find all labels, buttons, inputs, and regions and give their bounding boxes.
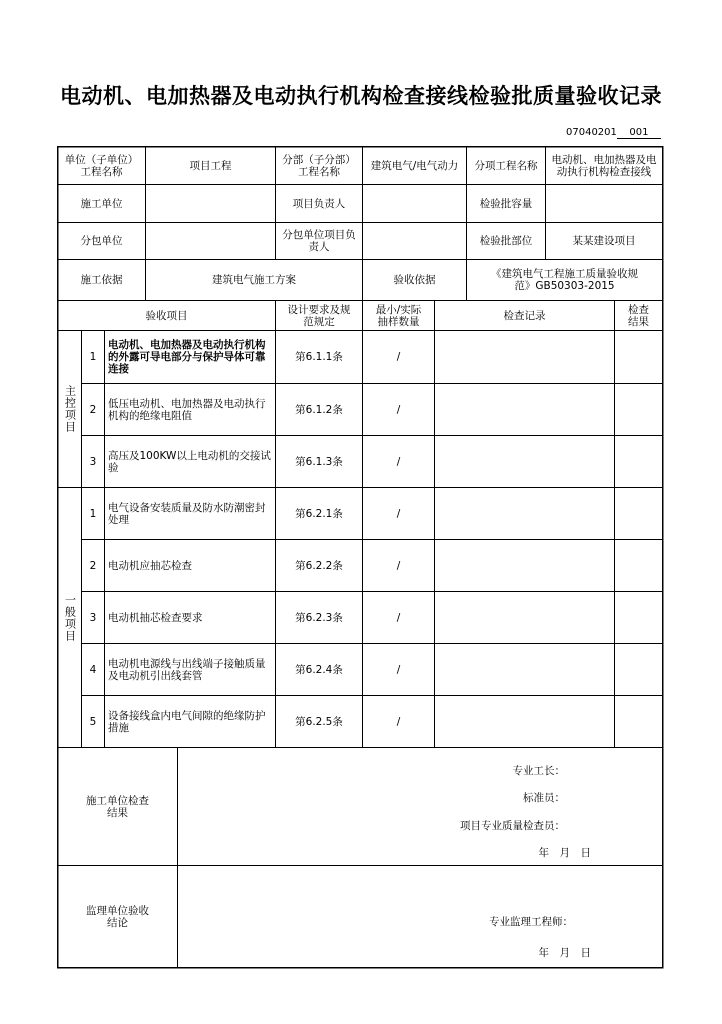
- col-acceptance-item: 验收项目: [145, 309, 188, 322]
- row-sample: /: [396, 559, 401, 572]
- row-record: [435, 592, 614, 643]
- row-result: [615, 540, 662, 591]
- row-result: [615, 644, 662, 695]
- row-description: 电动机应抽芯检查: [108, 559, 192, 572]
- row-clause: 第6.1.3条: [295, 455, 343, 468]
- row-result: [615, 384, 662, 435]
- construction-basis-label: 施工依据: [80, 274, 123, 286]
- row-description: 低压电动机、电加热器及电动执行机构的绝缘电阻值: [108, 397, 266, 422]
- row-number: 1: [89, 507, 97, 520]
- quality-inspector-label: 项目专业质量检查员：: [460, 820, 565, 832]
- supervisor-conclusion-label: 监理单位验收结论: [86, 904, 149, 929]
- row-description: 电动机、电加热器及电动执行机构的外露可导电部分与保护导体可靠连接: [108, 339, 266, 375]
- row-record: [435, 331, 614, 383]
- row-number: 5: [89, 715, 97, 728]
- row-result: [615, 696, 662, 747]
- standard-officer-label: 标准员：: [523, 792, 565, 804]
- subcontractor-value: [146, 223, 275, 259]
- col-design-requirement: 设计要求及规范规定: [287, 303, 351, 328]
- sub-pm-value: [363, 223, 466, 259]
- contractor-date: 年 月 日: [538, 847, 591, 859]
- row-clause: 第6.2.2条: [295, 559, 343, 572]
- foreman-signature-label: 专业工长：: [512, 765, 565, 777]
- main-control-items-label: 主控项目: [63, 385, 77, 433]
- batch-capacity-label: 检验批容量: [479, 197, 533, 210]
- sub-pm-label: 分包单位项目负责人: [282, 229, 356, 253]
- contractor-check-label: 施工单位检查结果: [86, 794, 149, 819]
- row-clause: 第6.1.2条: [295, 403, 343, 416]
- row-number: 3: [89, 611, 97, 624]
- construction-basis-value: 建筑电气施工方案: [212, 274, 296, 286]
- project-manager-label: 项目负责人: [292, 197, 346, 210]
- acceptance-basis-value: 《建筑电气工程施工质量验收规范》GB50303-2015: [491, 268, 638, 292]
- row-number: 1: [89, 351, 97, 363]
- row-clause: 第6.2.3条: [295, 611, 343, 624]
- supervising-engineer-label: 专业监理工程师：: [489, 916, 573, 928]
- sub-item-label: 分项工程名称: [474, 159, 538, 172]
- sub-item-value: 电动机、电加热器及电动执行机构检查接线: [551, 153, 657, 178]
- row-record: [435, 540, 614, 591]
- row-sample: /: [396, 351, 401, 363]
- row-description: 高压及100KW以上电动机的交接试验: [108, 449, 271, 474]
- code-prefix: 07040201: [566, 127, 617, 138]
- subcontractor-label: 分包单位: [80, 235, 123, 247]
- general-items-label: 一般项目: [63, 593, 77, 642]
- col-sample-size: 最小/实际抽样数量: [375, 303, 422, 328]
- row-clause: 第6.2.4条: [295, 663, 343, 676]
- batch-location-label: 检验批部位: [479, 235, 533, 247]
- row-clause: 第6.2.1条: [295, 507, 343, 520]
- row-record: [435, 644, 614, 695]
- row-clause: 第6.2.5条: [295, 715, 343, 728]
- page-title: 电动机、电加热器及电动执行机构检查接线检验批质量验收记录: [60, 84, 662, 108]
- row-number: 2: [89, 403, 97, 416]
- contractor-value: [146, 185, 275, 222]
- contractor-label: 施工单位: [80, 197, 123, 210]
- row-description: 设备接线盒内电气间隙的绝缘防护措施: [108, 709, 266, 734]
- row-sample: /: [396, 403, 401, 416]
- row-sample: /: [396, 611, 401, 624]
- row-result: [615, 592, 662, 643]
- row-description: 电气设备安装质量及防水防潮密封处理: [108, 501, 266, 526]
- batch-location-value: 某某建设项目: [572, 235, 636, 247]
- row-number: 2: [89, 559, 97, 572]
- row-clause: 第6.1.1条: [295, 351, 343, 363]
- division-label: 分部（子分部）工程名称: [282, 153, 356, 178]
- row-result: [615, 488, 662, 539]
- row-description: 电动机电源线与出线端子接触质量及电动机引出线套管: [108, 657, 266, 682]
- row-number: 4: [89, 663, 97, 676]
- row-record: [435, 384, 614, 435]
- row-record: [435, 696, 614, 747]
- row-description: 电动机抽芯检查要求: [108, 611, 203, 624]
- division-value: 建筑电气/电气动力: [370, 159, 459, 172]
- row-sample: /: [396, 455, 401, 468]
- row-result: [615, 436, 662, 487]
- row-result: [615, 331, 662, 383]
- row-sample: /: [396, 663, 401, 676]
- col-check-result: 检查结果: [628, 303, 649, 328]
- row-number: 3: [89, 455, 97, 468]
- row-record: [435, 436, 614, 487]
- supervisor-date: 年 月 日: [538, 947, 591, 959]
- project-manager-value: [363, 185, 466, 222]
- unit-project-label: 单位（子单位）工程名称: [64, 153, 139, 178]
- row-record: [435, 488, 614, 539]
- row-sample: /: [396, 715, 401, 728]
- row-sample: /: [396, 507, 401, 520]
- unit-project-value: 项目工程: [189, 159, 232, 172]
- code-sequence: 001: [617, 127, 661, 139]
- batch-capacity-value: [546, 185, 662, 222]
- col-check-record: 检查记录: [503, 309, 546, 322]
- acceptance-basis-label: 验收依据: [393, 274, 436, 286]
